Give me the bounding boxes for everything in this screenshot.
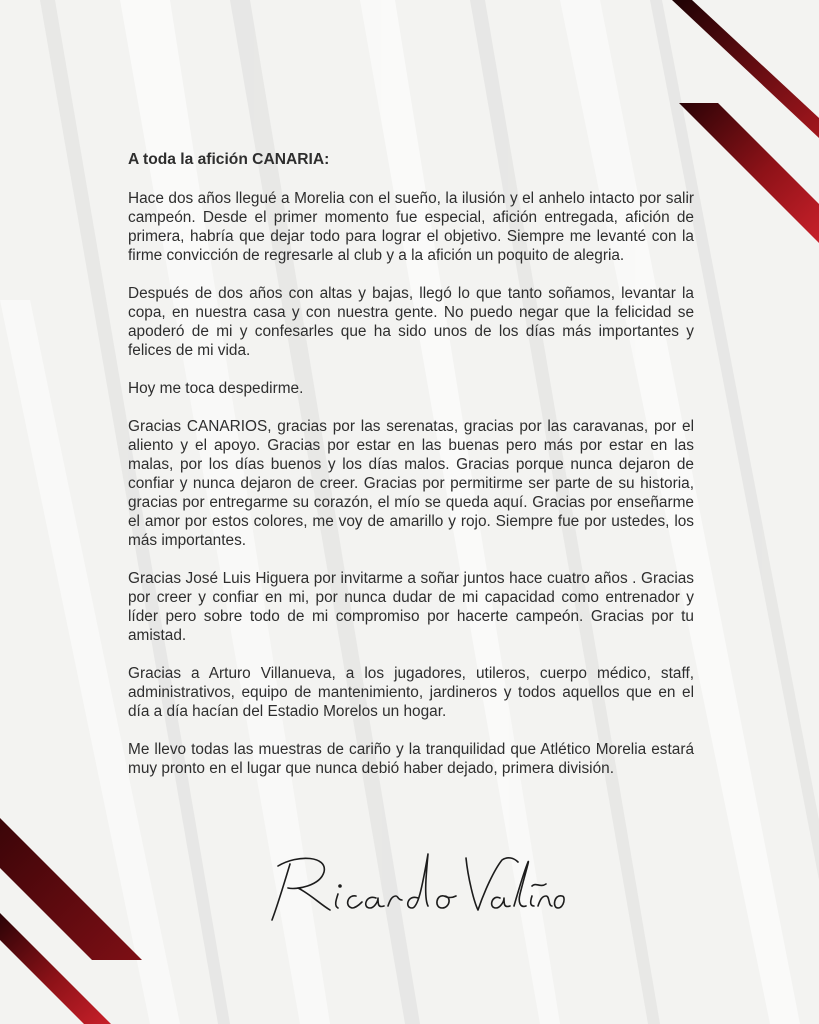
- signature: [268, 848, 568, 928]
- letter-paragraph: Después de dos años con altas y bajas, llegó lo que tanto soñamos, levantar la copa, en nuestra casa y con nuestra gente. No puedo negar que la felicidad se apoderó de mi y confesarles que ha sido unos de los días más importantes y felices de mi vida.: [128, 285, 694, 359]
- letter-salutation: A toda la afición CANARIA:: [128, 151, 330, 168]
- letter-body: [128, 150, 694, 797]
- letter-paragraph: Gracias a Arturo Villanueva, a los jugadores, utileros, cuerpo médico, staff, administrativos, equipo de mantenimiento, jardineros y todos aquellos que en el día a día hacían del Estadio Morelos un hogar.: [128, 665, 694, 720]
- letter-paragraph: Me llevo todas las muestras de cariño y la tranquilidad que Atlético Morelia estará muy pronto en el lugar que nunca debió haber dejado, primera división.: [128, 741, 694, 777]
- letter-paragraph: Gracias José Luis Higuera por invitarme a soñar juntos hace cuatro años . Gracias por creer y confiar en mi, por nunca dudar de mi capacidad como entrenador y líder pero sobre todo de mi compromiso por hacerte campeón. Gracias por tu amistad.: [128, 570, 694, 644]
- letter-paragraph: Gracias CANARIOS, gracias por las serenatas, gracias por las caravanas, por el aliento y el apoyo. Gracias por estar en las buenas pero más por estar en las malas, por los días buenos y los días malos. Gracias porque nunca dejaron de confiar y nunca dejaron de creer. Gracias por permitirme ser parte de su historia, gracias por entregarme su corazón, el mío se queda aquí. Gracias por enseñarme el amor por estos colores, me voy de amarillo y rojo. Siempre fue por ustedes, los más importantes.: [128, 418, 694, 549]
- letter-paragraph: Hoy me toca despedirme.: [128, 380, 304, 397]
- letter-paragraph: Hace dos años llegué a Morelia con el sueño, la ilusión y el anhelo intacto por salir campeón. Desde el primer momento fue especial, afición entregada, afición de primera, habría que dejar todo para lograr el objetivo. Siempre me levanté con la firme convicción de regresarle al club y a la afición un poquito de alegria.: [128, 190, 694, 264]
